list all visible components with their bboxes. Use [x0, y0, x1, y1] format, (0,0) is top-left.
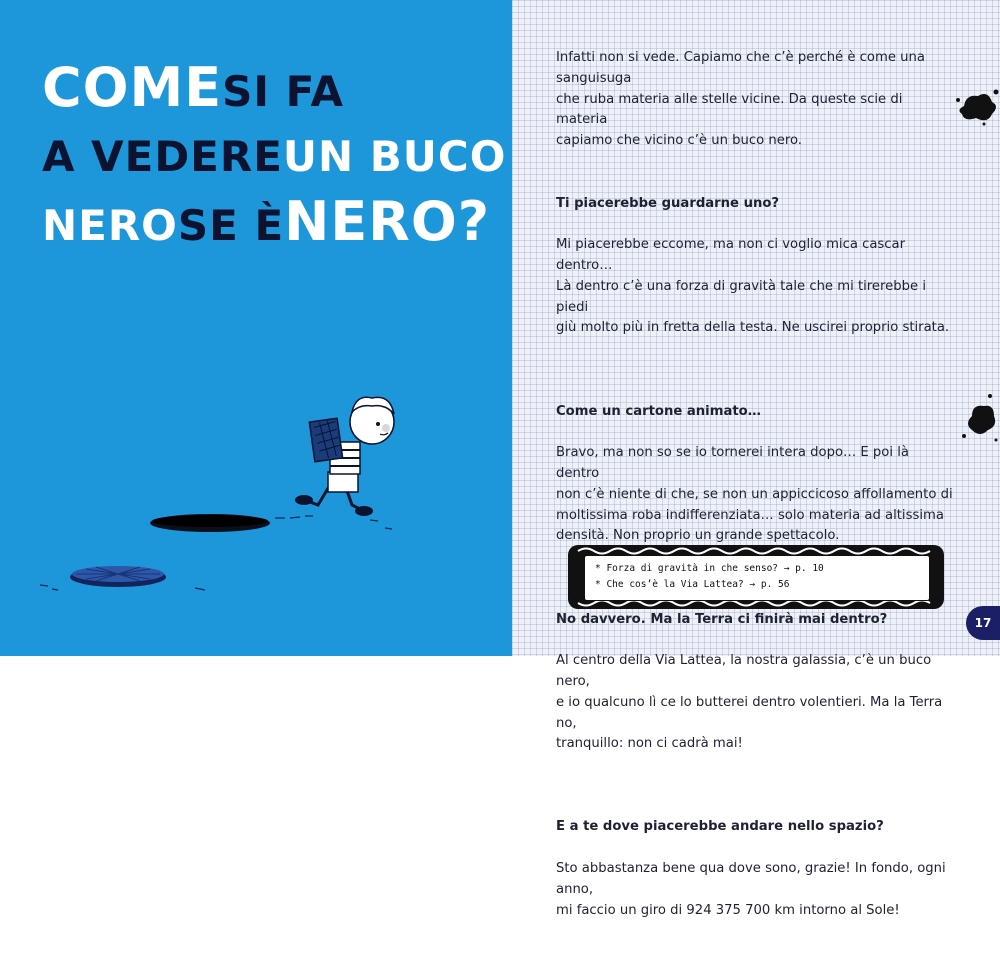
answer-3: Al centro della Via Lattea, la nostra galassia, c’è un buco nero, e io qualcuno lì ce lo butterei dentro volentieri. Ma la Terra no, tranquillo: non ci cadrà mai!: [556, 653, 943, 752]
article-text: [556, 48, 956, 963]
qa-block-1: [556, 173, 956, 360]
page-title: [42, 56, 507, 263]
title-word-a-vedere: A VEDERE: [42, 132, 283, 181]
title-word-nero-q: NERO?: [284, 190, 491, 253]
question-4: E a te dove piacerebbe andare nello spazio?: [556, 819, 884, 835]
boy-figure-icon: [295, 397, 394, 516]
title-line-1: [42, 56, 482, 129]
qa-block-2: [556, 381, 956, 568]
answer-4: Sto abbastanza bene qua dove sono, grazie! In fondo, ogni anno, mi faccio un giro di 924 375 700 km intorno al Sole!: [556, 861, 946, 918]
question-1: Ti piacerebbe guardarne uno?: [556, 195, 780, 211]
title-word-come: COME: [42, 56, 223, 119]
title-word-nero: NERO: [42, 201, 178, 250]
question-3: No davvero. Ma la Terra ci finirà mai dentro?: [556, 611, 888, 627]
boy-with-manhole-illustration: [0, 380, 512, 656]
title-word-si-fa: SI FA: [222, 67, 345, 116]
page-number-badge: 17: [966, 606, 1000, 640]
manhole-cover-icon: [70, 566, 166, 587]
title-word-un-buco: UN BUCO: [282, 132, 507, 181]
right-page: [512, 0, 1000, 918]
ink-splat-icon: [958, 392, 1000, 444]
title-line-2: [42, 129, 507, 194]
cross-reference-list: [584, 555, 930, 601]
title-line-3: [42, 190, 491, 263]
qa-block-3: [556, 589, 956, 776]
ref-link-gravita[interactable]: * Forza di gravità in che senso? → p. 10: [595, 563, 824, 574]
cross-reference-box: [566, 543, 946, 611]
qa-block-4: [556, 797, 956, 943]
left-page: [0, 0, 512, 656]
ink-splat-icon: [954, 86, 1000, 126]
title-word-se-e: SE È: [177, 201, 285, 250]
intro-paragraph: Infatti non si vede. Capiamo che c’è perché è come una sanguisuga che ruba materia alle stelle vicine. Da queste scie di materia capiamo che vicino c’è un buco nero.: [556, 50, 925, 149]
answer-2: Bravo, ma non so se io tornerei intera dopo… E poi là dentro non c’è niente di che, se non un appiccicoso affollamento di moltissima roba indifferenziata… solo materia ad altissima densità. Non proprio un grande spettacolo.: [556, 445, 953, 544]
ref-link-via-lattea[interactable]: * Che cos’è la Via Lattea? → p. 56: [595, 579, 790, 590]
question-2: Come un cartone animato…: [556, 403, 761, 419]
answer-1: Mi piacerebbe eccome, ma non ci voglio mica cascar dentro… Là dentro c’è una forza di gravità tale che mi tirerebbe i piedi giù molto più in fretta della testa. Ne uscirei proprio stirata.: [556, 237, 950, 336]
open-manhole-icon: [150, 514, 270, 532]
